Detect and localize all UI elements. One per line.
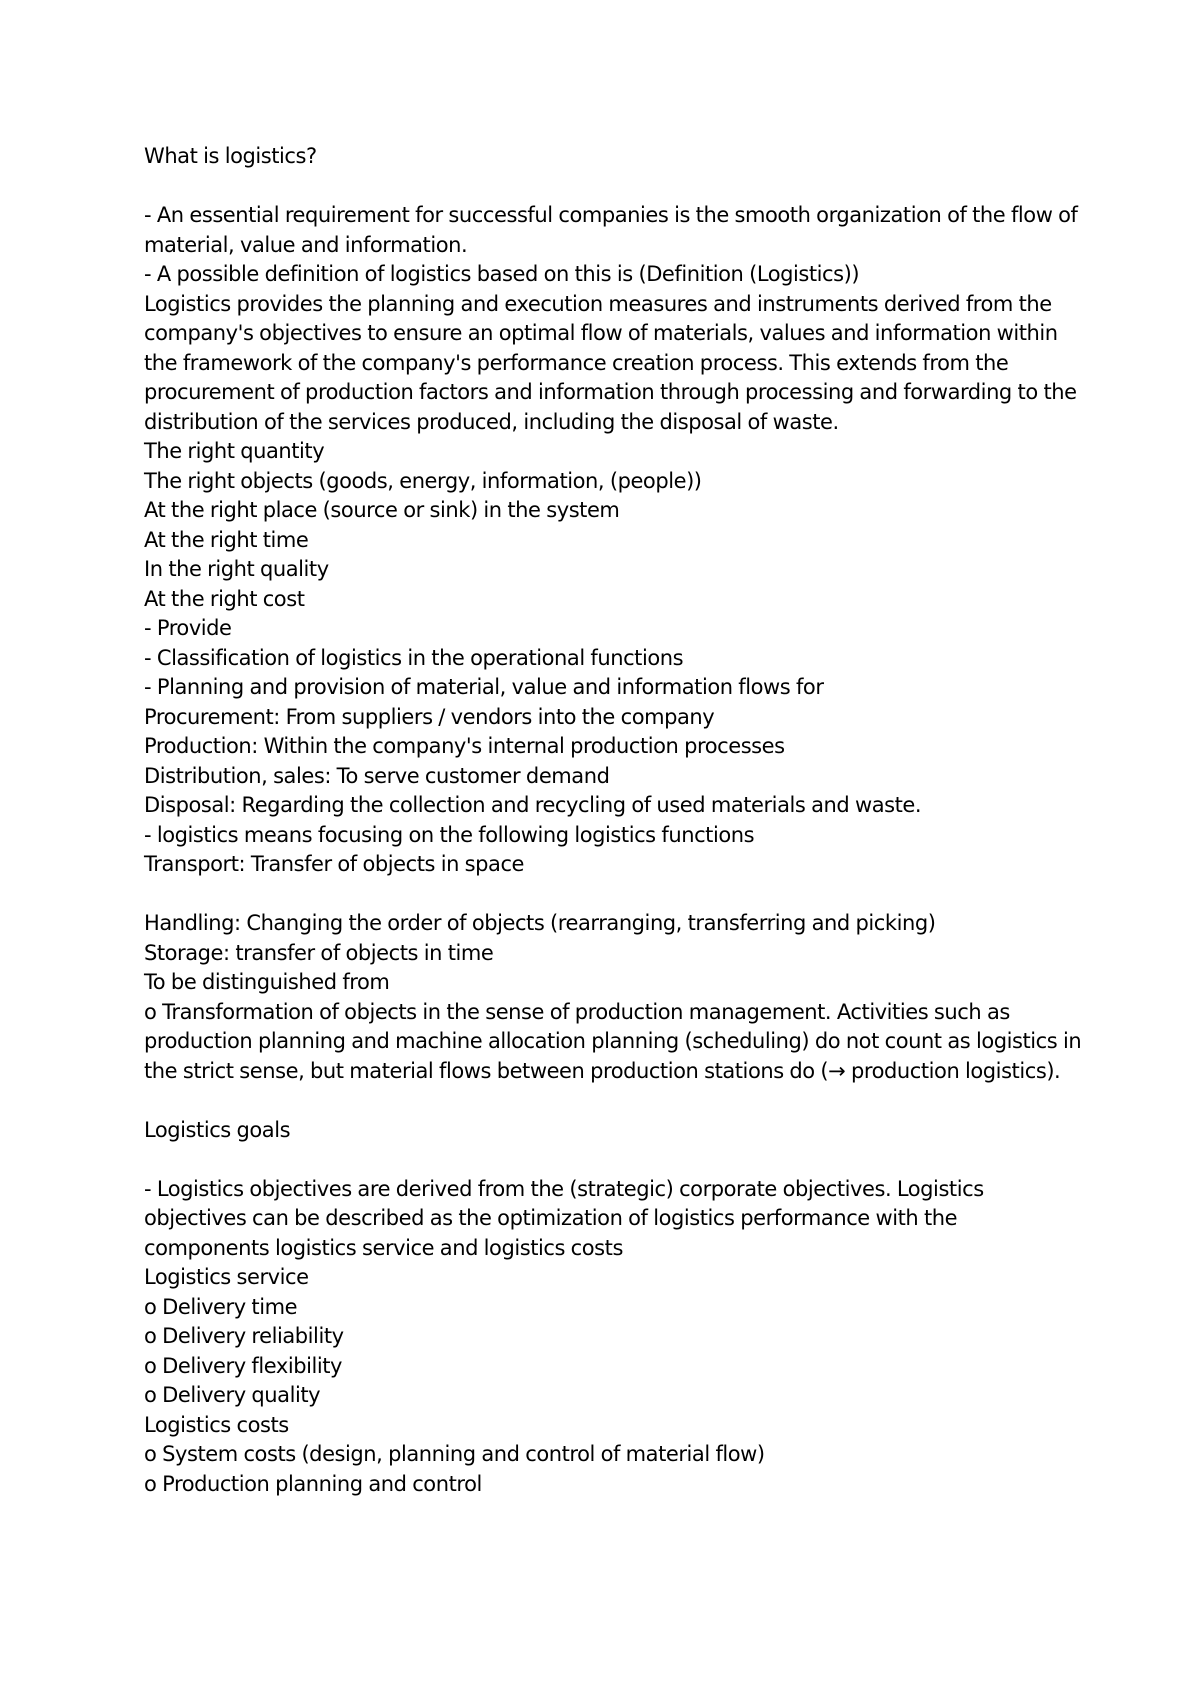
line-distinguished: To be distinguished from [144, 970, 390, 994]
paragraph-transformation: o Transformation of objects in the sense of production management. Activities such as production planning and machine allocation planning (scheduling) do not count as logistics in the strict sense, but material flows between production stations do (→ production logistics). [144, 999, 1087, 1083]
service-heading: Logistics service [144, 1265, 309, 1289]
function-distribution: Distribution, sales: To serve customer demand [144, 763, 610, 788]
service-item-reliability: o Delivery reliability [144, 1324, 344, 1348]
service-item-quality: o Delivery quality [144, 1383, 321, 1407]
paragraph-definition: Logistics provides the planning and execution measures and instruments derived from the company's objectives to ensure an optimal flow of materials, values and information within the framework of the company's performance creation process. This extends from the procurement of production factors and information through processing and forwarding to the distribution of the services produced, including the disposal of waste. [144, 291, 1083, 434]
costs-item-system: o System costs (design, planning and control of material flow) [144, 1442, 765, 1466]
right-item-objects: The right objects (goods, energy, information, (people)) [144, 468, 702, 493]
service-item-time: o Delivery time [144, 1294, 298, 1319]
right-item-place: At the right place (source or sink) in the system [144, 498, 620, 522]
costs-item-production: o Production planning and control [144, 1471, 482, 1496]
spacer [144, 1145, 1084, 1175]
right-item-cost: At the right cost [144, 586, 305, 611]
paragraph-intro-1: - An essential requirement for successful companies is the smooth organization of the flow of material, value and information. [144, 203, 1084, 257]
section-heading-goals: Logistics goals [144, 1117, 291, 1142]
right-item-time: At the right time [144, 527, 309, 552]
spacer [144, 880, 1084, 910]
spacer [144, 1086, 1084, 1116]
line-planning: - Planning and provision of material, value and information flows for [144, 675, 824, 699]
document-title: What is logistics? [144, 144, 317, 168]
line-handling: Handling: Changing the order of objects (rearranging, transferring and picking) [144, 911, 936, 935]
line-transport: Transport: Transfer of objects in space [144, 852, 525, 876]
paragraph-intro-2: - A possible definition of logistics based on this is (Definition (Logistics)) [144, 262, 860, 286]
function-procurement: Procurement: From suppliers / vendors into the company [144, 704, 715, 729]
function-disposal: Disposal: Regarding the collection and recycling of used materials and waste. [144, 793, 922, 817]
line-classification: - Classification of logistics in the operational functions [144, 645, 684, 670]
spacer [144, 172, 1084, 202]
line-storage: Storage: transfer of objects in time [144, 940, 494, 965]
right-item-quantity: The right quantity [144, 439, 325, 463]
paragraph-goals-intro: - Logistics objectives are derived from the (strategic) corporate objectives. Logistics objectives can be described as the optimization of logistics performance with the components logistics service and logistics costs [144, 1176, 990, 1260]
document-page [144, 142, 1087, 1499]
right-item-quality: In the right quality [144, 557, 329, 581]
line-provide: - Provide [144, 616, 232, 640]
costs-heading: Logistics costs [144, 1412, 289, 1437]
function-production: Production: Within the company's internal production processes [144, 734, 785, 758]
line-focus: - logistics means focusing on the following logistics functions [144, 822, 755, 847]
service-item-flexibility: o Delivery flexibility [144, 1353, 343, 1378]
